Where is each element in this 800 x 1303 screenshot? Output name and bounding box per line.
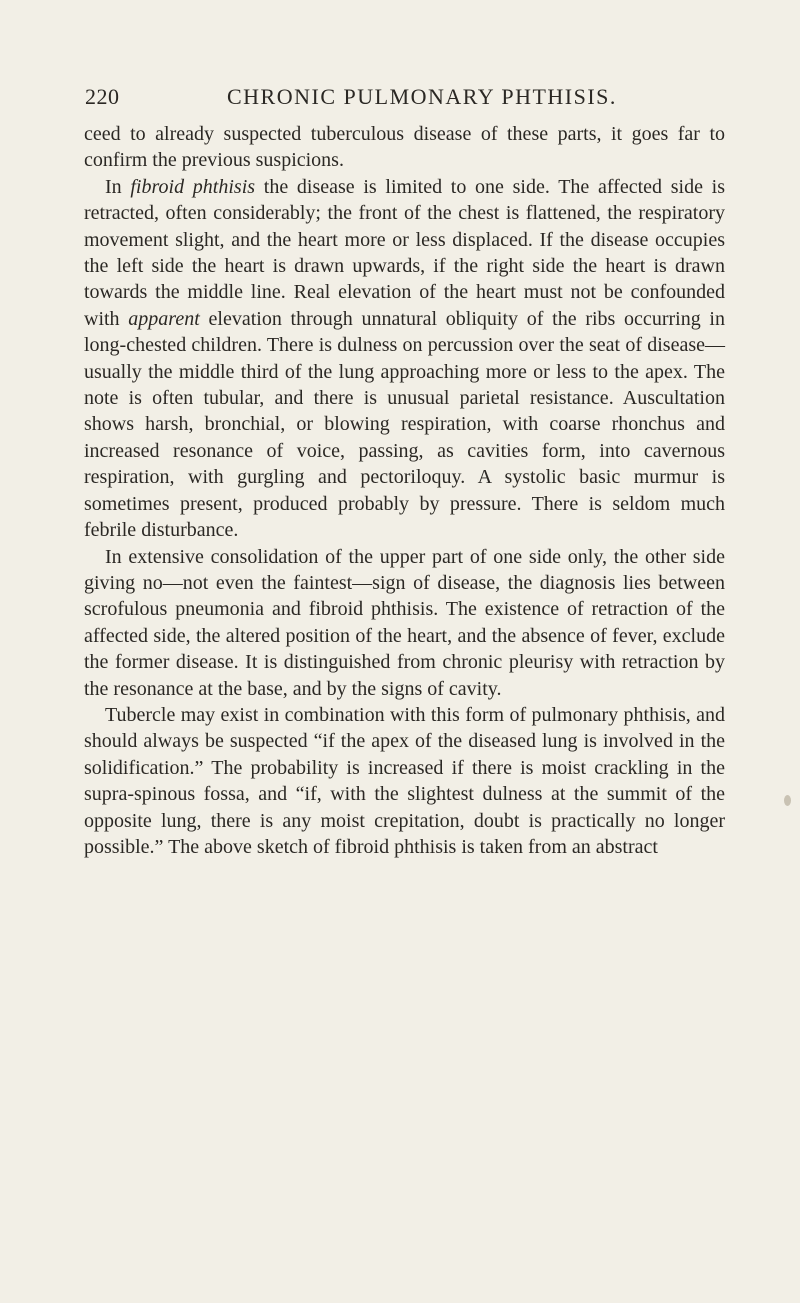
paper-blemish xyxy=(784,795,791,806)
emphasis-term: fibroid phthisis xyxy=(130,175,256,198)
paragraph-text: In xyxy=(105,175,131,198)
paragraph-text: the disease is limited to one side. The affected side is retracted, often considerably; the front of the chest is flattened, the respiratory movement slight, and the heart more or less displaced. If the disease occupies the left side the heart is drawn upwards, if the right side the heart is drawn towards the middle line. Real elevation of the heart must not be confounded with xyxy=(84,175,725,330)
paragraph-text: Tubercle may exist in combination with this form of pulmonary phthisis, and should always be suspected “if the apex of the diseased lung is involved in the solidification.” The probability is increased if there is moist crackling in the supra-spinous fossa, and “if, with the slightest dulness at the summit of the opposite lung, there is any moist crepitation, doubt is practically no longer possible.” The above sketch of fibroid phthisis is taken from an abstract xyxy=(84,703,725,858)
running-head xyxy=(85,81,725,113)
running-title: CHRONIC PULMONARY PHTHISIS. xyxy=(227,84,617,109)
paragraph xyxy=(84,544,725,702)
emphasis-term: apparent xyxy=(128,307,200,330)
paragraph xyxy=(84,702,725,860)
paragraph-text: In extensive consolidation of the upper part of one side only, the other side giving no—not even the faintest—sign of disease, the diagnosis lies between scrofulous pneumonia and fibroid phthisis. The existence of retraction of the affected side, the altered position of the heart, and the absence of fever, exclude the former disease. It is distinguished from chronic pleurisy with retraction by the resonance at the base, and by the signs of cavity. xyxy=(84,545,725,700)
paragraph-text: ceed to already suspected tuberculous disease of these parts, it goes far to confirm the previous suspicions. xyxy=(84,123,725,172)
page-number: 220 xyxy=(85,84,120,109)
paragraph-text: elevation through unnatural obliquity of the ribs occurring in long-chested children. There is dulness on percussion over the seat of disease—usually the middle third of the lung approaching more or less to the apex. The note is often tubular, and there is unusual parietal resistance. Auscultation shows harsh, bronchial, or blowing respiration, with coarse rhonchus and increased resonance of voice, passing, as cavities form, into cavernous respiration, with gurgling and pectoriloquy. A systolic basic murmur is sometimes present, produced probably by pressure. There is seldom much febrile disturbance. xyxy=(84,307,725,542)
body-text xyxy=(84,121,725,860)
paragraph xyxy=(84,174,725,544)
paragraph xyxy=(84,121,725,174)
